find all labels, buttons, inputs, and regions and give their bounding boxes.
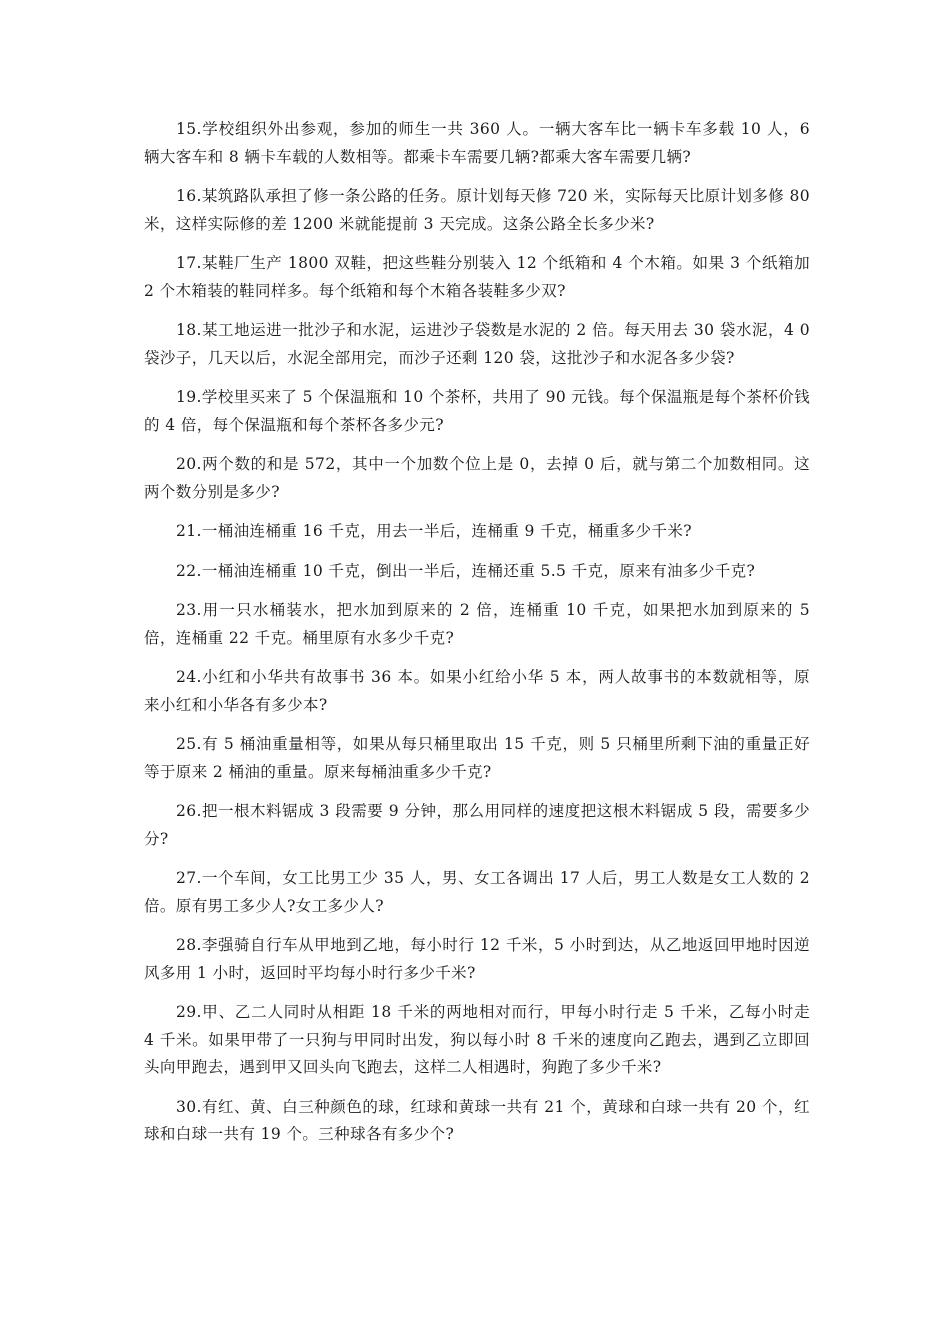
problem-29: 29.甲、乙二人同时从相距 18 千米的两地相对而行，甲每小时行走 5 千米，乙每小时走 4 千米。如果甲带了一只狗与甲同时出发，狗以每小时 8 千米的速度向乙跑去，遇到乙立即回头向甲跑去，遇到甲又回头向飞跑去，这样二人相遇时，狗跑了多少千米?	[144, 1003, 810, 1076]
problem-16: 16.某筑路队承担了修一条公路的任务。原计划每天修 720 米，实际每天比原计划多修 80 米，这样实际修的差 1200 米就能提前 3 天完成。这条公路全长多少米?	[144, 187, 810, 233]
problem-25: 25.有 5 桶油重量相等，如果从每只桶里取出 15 千克，则 5 只桶里所剩下油的重量正好等于原来 2 桶油的重量。原来每桶油重多少千克?	[144, 735, 810, 781]
problem-17: 17.某鞋厂生产 1800 双鞋，把这些鞋分别装入 12 个纸箱和 4 个木箱。如果 3 个纸箱加 2 个木箱装的鞋同样多。每个纸箱和每个木箱各装鞋多少双?	[144, 254, 810, 300]
problem-22: 22.一桶油连桶重 10 千克，倒出一半后，连桶还重 5.5 千克，原来有油多少千克?	[176, 561, 756, 580]
problem-15: 15.学校组织外出参观，参加的师生一共 360 人。一辆大客车比一辆卡车多载 10 人，6 辆大客车和 8 辆卡车载的人数相等。都乘卡车需要几辆?都乘大客车需要几辆?	[144, 120, 810, 166]
problem-27: 27.一个车间，女工比男工少 35 人，男、女工各调出 17 人后，男工人数是女工人数的 2 倍。原有男工多少人?女工多少人?	[144, 869, 810, 915]
problem-26: 26.把一根木料锯成 3 段需要 9 分钟，那么用同样的速度把这根木料锯成 5 段，需要多少分?	[144, 802, 810, 848]
problem-28: 28.李强骑自行车从甲地到乙地，每小时行 12 千米，5 小时到达，从乙地返回甲地时因逆风多用 1 小时，返回时平均每小时行多少千米?	[144, 936, 810, 982]
problem-21: 21.一桶油连桶重 16 千克，用去一半后，连桶重 9 千克，桶重多少千米?	[176, 522, 692, 540]
problem-24: 24.小红和小华共有故事书 36 本。如果小红给小华 5 本，两人故事书的本数就相等，原来小红和小华各有多少本?	[144, 668, 810, 714]
problem-18: 18.某工地运进一批沙子和水泥，运进沙子袋数是水泥的 2 倍。每天用去 30 袋水泥，4 0 袋沙子，几天以后，水泥全部用完，而沙子还剩 120 袋，这批沙子和水泥各多少袋?	[144, 321, 810, 367]
problem-19: 19.学校里买来了 5 个保温瓶和 10 个茶杯，共用了 90 元钱。每个保温瓶是每个茶杯价钱的 4 倍，每个保温瓶和每个茶杯各多少元?	[144, 388, 810, 434]
problem-list	[144, 116, 810, 1161]
problem-20: 20.两个数的和是 572，其中一个加数个位上是 0，去掉 0 后，就与第二个加数相同。这两个数分别是多少?	[144, 455, 810, 501]
problem-30: 30.有红、黄、白三种颜色的球，红球和黄球一共有 21 个，黄球和白球一共有 20 个，红球和白球一共有 19 个。三种球各有多少个?	[144, 1097, 810, 1143]
problem-23: 23.用一只水桶装水，把水加到原来的 2 倍，连桶重 10 千克，如果把水加到原来的 5 倍，连桶重 22 千克。桶里原有水多少千克?	[144, 601, 810, 647]
